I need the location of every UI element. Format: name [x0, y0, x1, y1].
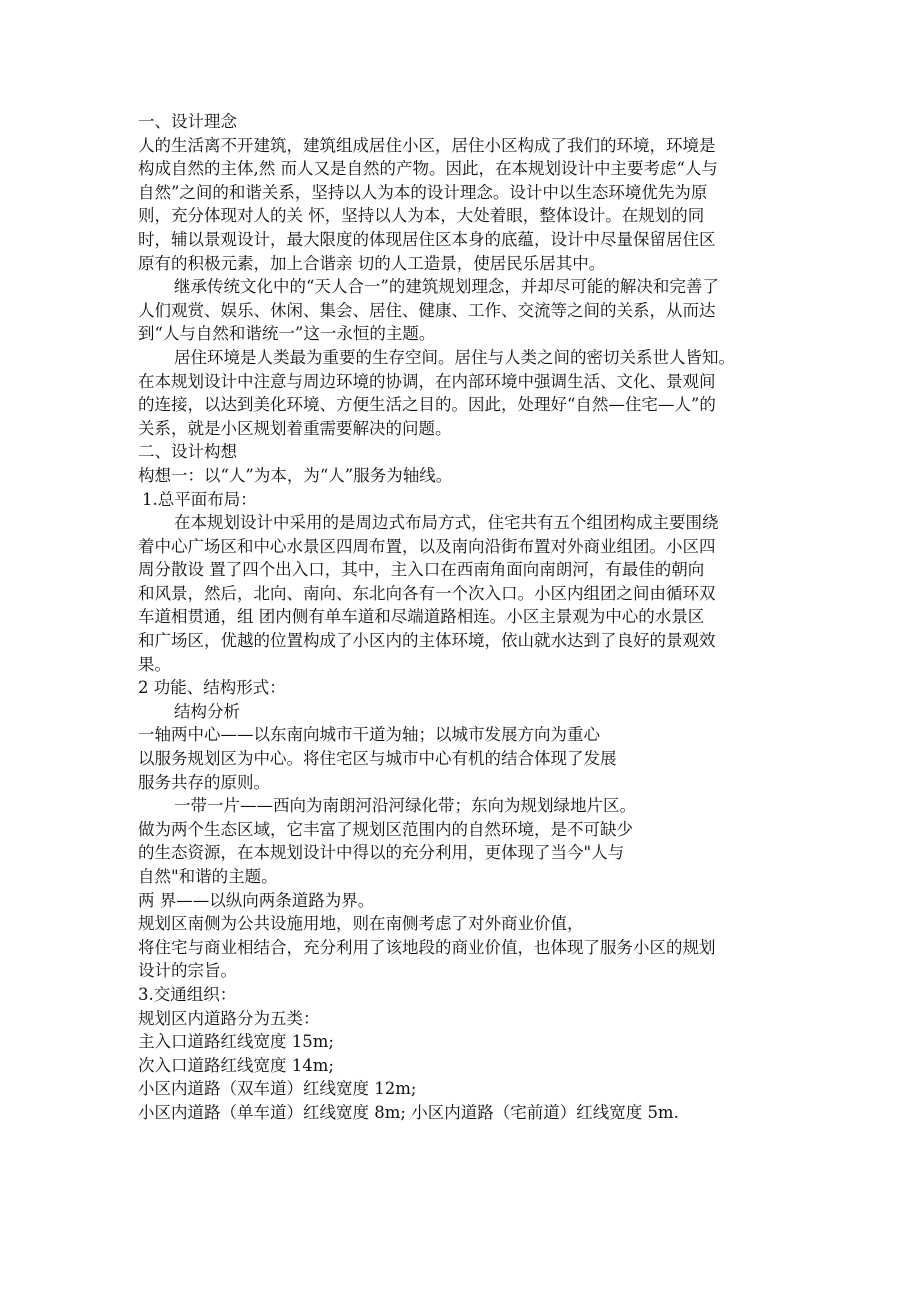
text-line: 自然"和谐的主题。: [138, 867, 278, 886]
text-line: 和广场区，优越的位置构成了小区内的主体环境，依山就水达到了良好的景观效: [138, 631, 716, 651]
text-line: 居住环境是人类最为重要的生存空间。居住与人类之间的密切关系世人皆知。: [174, 347, 735, 367]
text-line: 规划区内道路分为五类：: [138, 1008, 320, 1028]
text-line: 关系，就是小区规划着重需要解决的问题。: [138, 418, 452, 438]
text-line: 结构分析: [174, 701, 240, 721]
text-line: 主入口道路红线宽度 15m;: [138, 1032, 334, 1052]
text-line: 小区内道路（单车道）红线宽度 8m; 小区内道路（宅前道）红线宽度 5m.: [138, 1102, 679, 1122]
section-heading: 一、设计理念: [138, 112, 237, 131]
text-line: 规划区南侧为公共设施用地，则在南侧考虑了对外商业价值，: [138, 914, 584, 934]
text-line: 的连接，以达到美化环境、方便生活之目的。因此，处理好“自然—住宅—人”的: [138, 395, 716, 415]
text-line: 以服务规划区为中心。将住宅区与城市中心有机的结合体现了发展: [138, 749, 617, 769]
text-line: 自然”之间的和谐关系，坚持以人为本的设计理念。设计中以生态环境优先为原: [138, 182, 708, 202]
text-line: 将住宅与商业相结合，充分利用了该地段的商业价值，也体现了服务小区的规划: [138, 937, 716, 957]
section-heading: 二、设计构想: [138, 442, 237, 462]
text-line: 着中心广场区和中心水景区四周布置，以及南向沿街布置对外商业组团。小区四: [138, 536, 716, 556]
text-line: 3.交通组织：: [138, 984, 237, 1004]
text-line: 两 界——以纵向两条道路为界。: [138, 890, 375, 910]
text-line: 则，充分体现对人的关 怀，坚持以人为本，大处着眼，整体设计。在规划的同: [138, 206, 705, 226]
text-line: 构想一：以“人”为本，为“人”服务为轴线。: [138, 465, 453, 485]
text-line: 人的生活离不开建筑，建筑组成居住小区，居住小区构成了我们的环境，环境是: [138, 135, 716, 155]
text-line: 时，辅以景观设计，最大限度的体现居住区本身的底蕴，设计中尽量保留居住区: [138, 229, 716, 249]
text-line: 设计的宗旨。: [138, 961, 237, 981]
text-line: 原有的积极元素，加上合谐亲 切的人工造景，使居民乐居其中。: [138, 253, 606, 273]
text-line: 一带一片——西向为南朗河沿河绿化带；东向为规划绿地片区。: [174, 796, 636, 816]
text-line: 继承传统文化中的“天人合一”的建筑规划理念，并却尽可能的解决和完善了: [174, 277, 719, 297]
text-line: 1.总平面布局：: [142, 489, 257, 509]
text-line: 果。: [138, 654, 171, 674]
text-line: 在本规划设计中注意与周边环境的协调，在内部环境中强调生活、文化、景观间: [138, 371, 716, 391]
text-line: 次入口道路红线宽度 14m;: [138, 1055, 334, 1075]
text-line: 周分散设 置了四个出入口，其中，主入口在西南角面向南朗河，有最佳的朝向: [138, 560, 705, 580]
text-line: 到“人与自然和谐统一”这一永恒的主题。: [138, 324, 436, 344]
text-line: 做为两个生态区域，它丰富了规划区范围内的自然环境，是不可缺少: [138, 819, 633, 839]
text-line: 在本规划设计中采用的是周边式布局方式，住宅共有五个组团构成主要围绕: [174, 513, 719, 533]
text-line: 的生态资源，在本规划设计中得以的充分利用，更体现了当今"人与: [138, 843, 625, 863]
text-line: 和风景，然后，北向、南向、东北向各有一个次入口。小区内组团之间由循环双: [138, 583, 716, 603]
text-line: 服务共存的原则。: [138, 772, 270, 792]
text-line: 车道相贯通，组 团内侧有单车道和尽端道路相连。小区主景观为中心的水景区: [138, 607, 705, 627]
text-line: 小区内道路（双车道）红线宽度 12m;: [138, 1079, 417, 1099]
text-line: 构成自然的主体,然 而人又是自然的产物。因此，在本规划设计中主要考虑“人与: [138, 159, 718, 179]
text-line: 2 功能、结构形式：: [138, 678, 286, 698]
text-line: 人们观赏、娱乐、休闲、集会、居住、健康、工作、交流等之间的关系，从而达: [138, 300, 716, 320]
text-line: 一轴两中心——以东南向城市干道为轴；以城市发展方向为重心: [138, 725, 600, 745]
